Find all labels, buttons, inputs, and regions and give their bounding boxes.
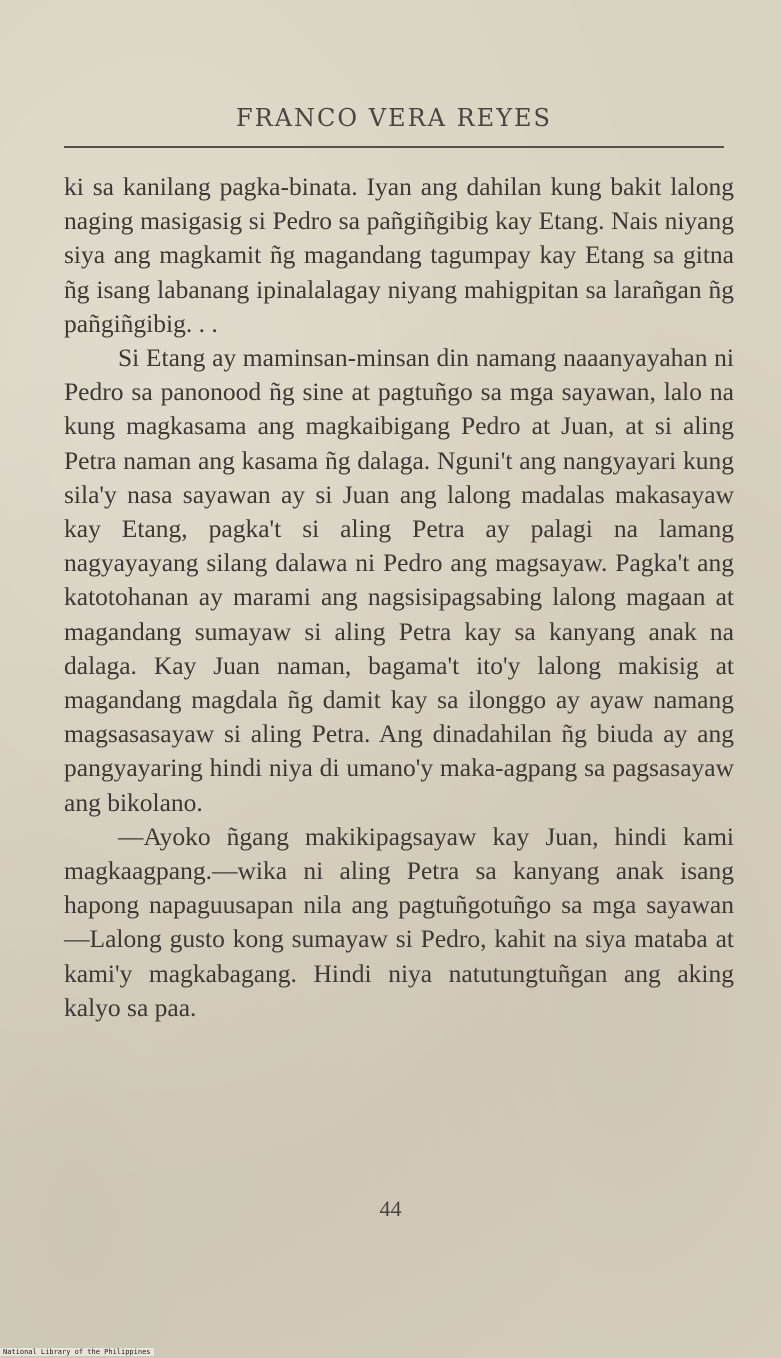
- running-head: FRANCO VERA REYES: [236, 104, 552, 132]
- page-number: 44: [379, 1196, 402, 1221]
- body-text: [64, 170, 734, 1025]
- paragraph: Si Etang ay maminsan-minsan din namang naaanyayahan ni Pedro sa panonood ñg sine at pagtuñgo sa mga sayawan, lalo na kung magkasama ang magkaibigang Pedro at Juan, at si aling Petra naman ang kasama ñg dalaga. Nguni't ang nangyayari kung sila'y nasa sayawan ay si Juan ang lalong madalas makasayaw kay Etang, pagka't si aling Petra ay palagi na lamang nagyayayang silang dalawa ni Pedro ang magsayaw. Pagka't ang katotohanan ay marami ang nagsisipagsabing lalong magaan at magandang sumayaw si aling Petra kay sa kanyang anak na dalaga. Kay Juan naman, bagama't ito'y lalong makisig at magandang magdala ñg damit kay sa ilonggo ay ayaw namang magsasasayaw si aling Petra. Ang dinadahilan ñg biuda ay ang pangyayaring hindi niya di umano'y maka-agpang sa pagsasayaw ang bikolano.: [64, 343, 734, 817]
- library-credit: National Library of the Philippines: [0, 1348, 154, 1356]
- header-rule: [64, 146, 724, 148]
- paragraph-continued: ki sa kanilang pagka-binata. Iyan ang dahilan kung bakit lalong naging masigasig si Pedro sa pañgiñgibig kay Etang. Nais niyang siya ang magkamit ñg magandang tagumpay kay Etang sa gitna ñg isang labanang ipinalalagay niyang mahigpitan sa larañgan ñg pañgiñgibig. . .: [64, 172, 734, 338]
- paragraph-dialogue: —Ayoko ñgang makikipagsayaw kay Juan, hindi kami magkaagpang.—wika ni aling Petra sa kanyang anak isang hapong napaguusapan nila ang pagtuñgotuñgo sa mga sayawan—Lalong gusto kong sumayaw si Pedro, kahit na siya mataba at kami'y magkabagang. Hindi niya natutungtuñgan ang aking kalyo sa paa.: [64, 821, 734, 1022]
